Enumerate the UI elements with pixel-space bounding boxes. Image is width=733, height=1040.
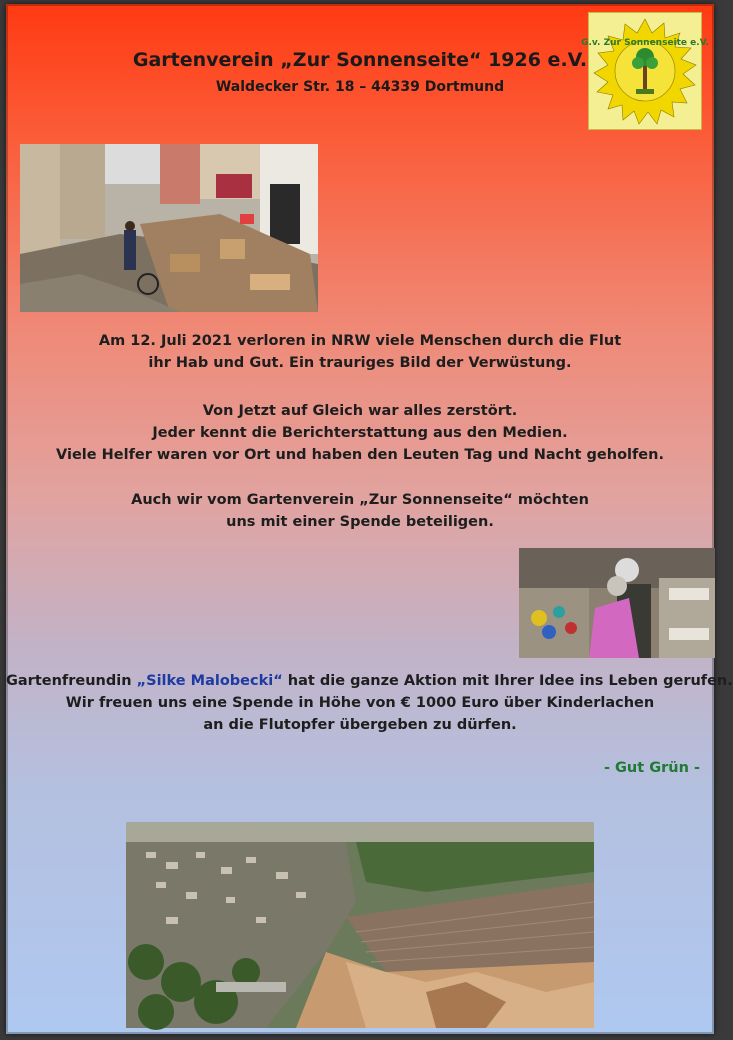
text-segment: Gartenfreundin bbox=[6, 673, 137, 689]
text-line: Auch wir vom Gartenverein „Zur Sonnenseite“ möchten bbox=[131, 492, 589, 508]
flood-street-photo bbox=[20, 144, 318, 312]
text-line: Wir freuen uns eine Spende in Höhe von € 1000 Euro über Kinderlachen bbox=[65, 695, 655, 711]
donation-paragraph bbox=[6, 489, 714, 533]
text-line: ihr Hab und Gut. Ein trauriges Bild der Verwüstung. bbox=[148, 355, 572, 371]
embracing-people-photo bbox=[519, 548, 715, 658]
thanks-paragraph bbox=[6, 670, 733, 736]
text-line bbox=[6, 670, 733, 692]
club-logo bbox=[581, 12, 709, 130]
text-line: Von Jetzt auf Gleich war alles zerstört. bbox=[202, 403, 518, 419]
member-name: „Silke Malobecki“ bbox=[136, 673, 283, 689]
text-line: Jeder kennt die Berichterstattung aus den Medien. bbox=[152, 425, 568, 441]
text-line: uns mit einer Spende beteiligen. bbox=[226, 514, 494, 530]
club-title: Gartenverein „Zur Sonnenseite“ 1926 e.V. bbox=[132, 49, 588, 71]
text-line: an die Flutopfer übergeben zu dürfen. bbox=[203, 717, 517, 733]
flyer-poster bbox=[6, 4, 733, 1034]
text-line: Am 12. Juli 2021 verloren in NRW viele Menschen durch die Flut bbox=[98, 333, 622, 349]
aerial-flood-photo bbox=[126, 822, 594, 1028]
text-segment: hat die ganze Aktion mit Ihrer Idee ins Leben gerufen. bbox=[282, 673, 733, 689]
logo-text: G.v. Zur Sonnenseite e.V. bbox=[581, 38, 709, 48]
destruction-paragraph bbox=[6, 400, 714, 466]
text-line: Viele Helfer waren vor Ort und haben den Leuten Tag und Nacht geholfen. bbox=[56, 447, 664, 463]
signature: - Gut Grün - bbox=[603, 760, 700, 776]
sun-logo-icon bbox=[581, 13, 709, 129]
club-address: Waldecker Str. 18 – 44339 Dortmund bbox=[215, 79, 505, 95]
intro-paragraph bbox=[6, 330, 714, 374]
